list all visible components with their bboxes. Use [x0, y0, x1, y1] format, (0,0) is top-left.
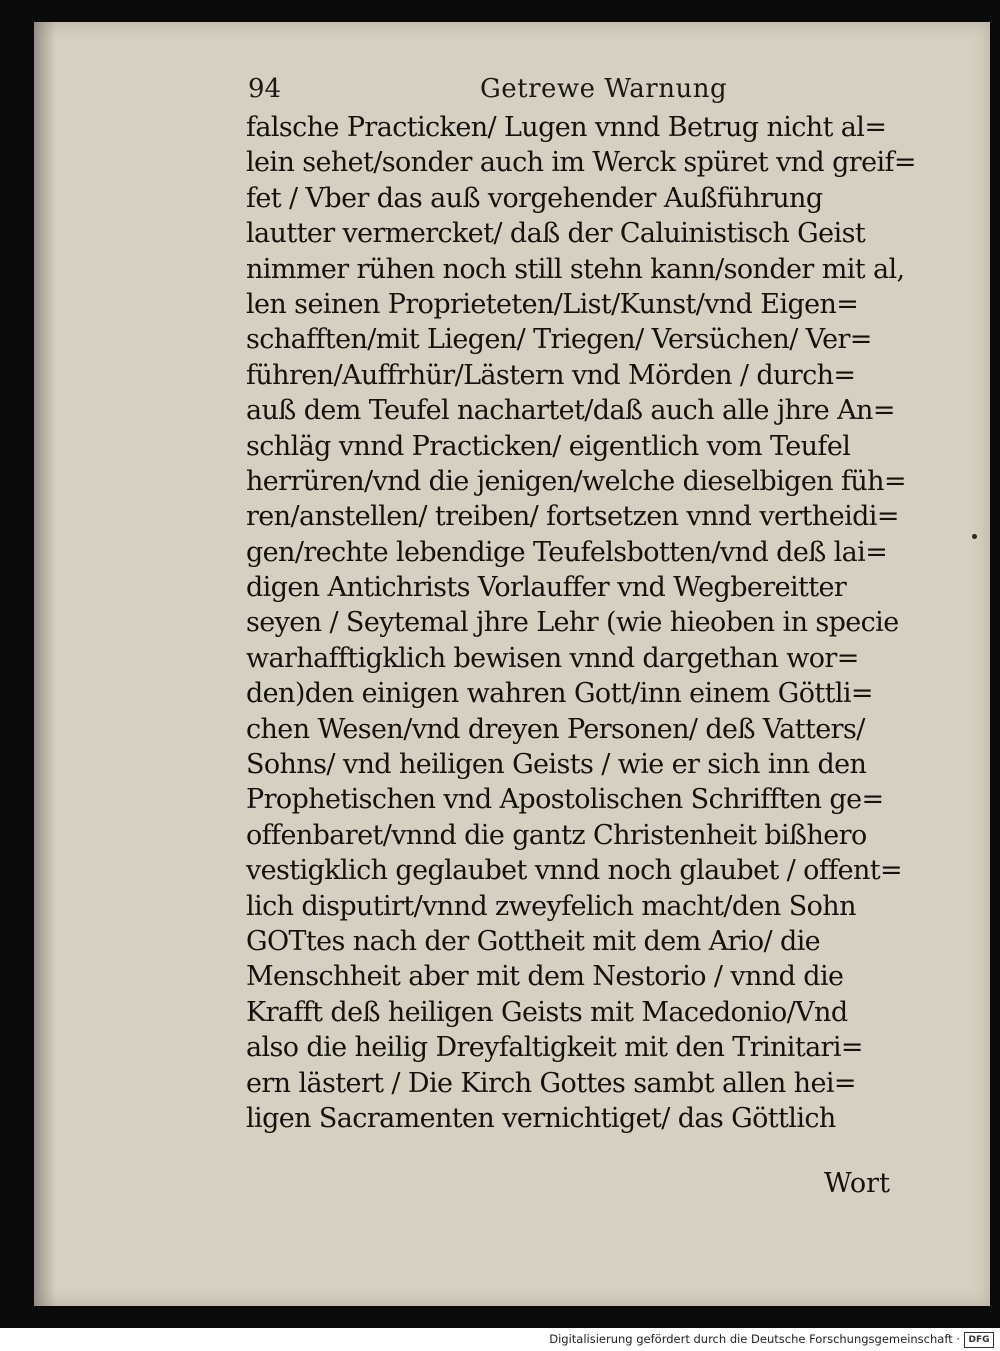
- footer-bar: [0, 1328, 1000, 1351]
- text-line: lein sehet/sonder auch im Werck spüret vnd greif=: [246, 147, 916, 179]
- text-line: ren/anstellen/ treiben/ fortsetzen vnnd vertheidi=: [246, 501, 899, 533]
- text-line: nimmer rühen noch still stehn kann/sonder mit al,: [246, 253, 905, 285]
- text-line: ligen Sacramenten vernichtiget/ das Göttlich: [246, 1102, 836, 1134]
- body-text: [246, 110, 918, 1136]
- funding-credit: Digitalisierung gefördert durch die Deutsche Forschungsgemeinschaft ·: [549, 1332, 960, 1346]
- text-line: schläg vnnd Practicken/ eigentlich vom Teufel: [246, 430, 851, 462]
- dfg-logo-icon: DFG: [964, 1332, 994, 1348]
- text-line: also die heilig Dreyfaltigkeit mit den Trinitari=: [246, 1032, 863, 1064]
- text-line: schafften/mit Liegen/ Triegen/ Versüchen/ Ver=: [246, 324, 872, 356]
- scanned-page: [34, 22, 990, 1306]
- text-line: den)den einigen wahren Gott/inn einem Göttli=: [246, 678, 873, 710]
- text-line: Menschheit aber mit dem Nestorio / vnnd die: [246, 961, 844, 993]
- text-line: GOTtes nach der Gottheit mit dem Ario/ die: [246, 925, 821, 957]
- text-line: auß dem Teufel nachartet/daß auch alle jhre An=: [246, 395, 895, 427]
- text-line: gen/rechte lebendige Teufelsbotten/vnd deß lai=: [246, 536, 888, 568]
- text-line: herrüren/vnd die jenigen/welche dieselbigen füh=: [246, 465, 906, 497]
- text-line: digen Antichrists Vorlauffer vnd Wegbereitter: [246, 572, 847, 604]
- ink-speck: [972, 534, 977, 539]
- text-line: führen/Auffrhür/Lästern vnd Mörden / durch=: [246, 359, 856, 391]
- text-line: falsche Practicken/ Lugen vnnd Betrug nicht al=: [246, 112, 887, 143]
- text-line: lautter vermercket/ daß der Caluinistisch Geist: [246, 218, 866, 250]
- text-line: lich disputirt/vnnd zweyfelich macht/den Sohn: [246, 890, 856, 922]
- text-line: seyen / Seytemal jhre Lehr (wie hieoben in specie: [246, 607, 899, 639]
- page-number: 94: [248, 74, 282, 104]
- text-line: chen Wesen/vnd dreyen Personen/ deß Vatters/: [246, 713, 865, 745]
- text-line: ern lästert / Die Kirch Gottes sambt allen hei=: [246, 1067, 856, 1099]
- text-line: Prophetischen vnd Apostolischen Schrifften ge=: [246, 784, 884, 816]
- text-line: offenbaret/vnnd die gantz Christenheit bißhero: [246, 819, 867, 851]
- text-line: Sohns/ vnd heiligen Geists / wie er sich inn den: [246, 749, 867, 781]
- text-line: warhafftigklich bewisen vnnd dargethan wor=: [246, 642, 859, 674]
- page-header: [248, 74, 748, 114]
- catchword: Wort: [824, 1168, 890, 1199]
- text-line: Krafft deß heiligen Geists mit Macedonio/Vnd: [246, 996, 848, 1028]
- text-line: len seinen Proprieteten/List/Kunst/vnd Eigen=: [246, 288, 859, 320]
- text-line: vestigklich geglaubet vnnd noch glaubet / offent=: [246, 855, 903, 887]
- text-line: fet / Vber das auß vorgehender Außführung: [246, 182, 823, 214]
- running-title: Getrewe Warnung: [480, 74, 728, 104]
